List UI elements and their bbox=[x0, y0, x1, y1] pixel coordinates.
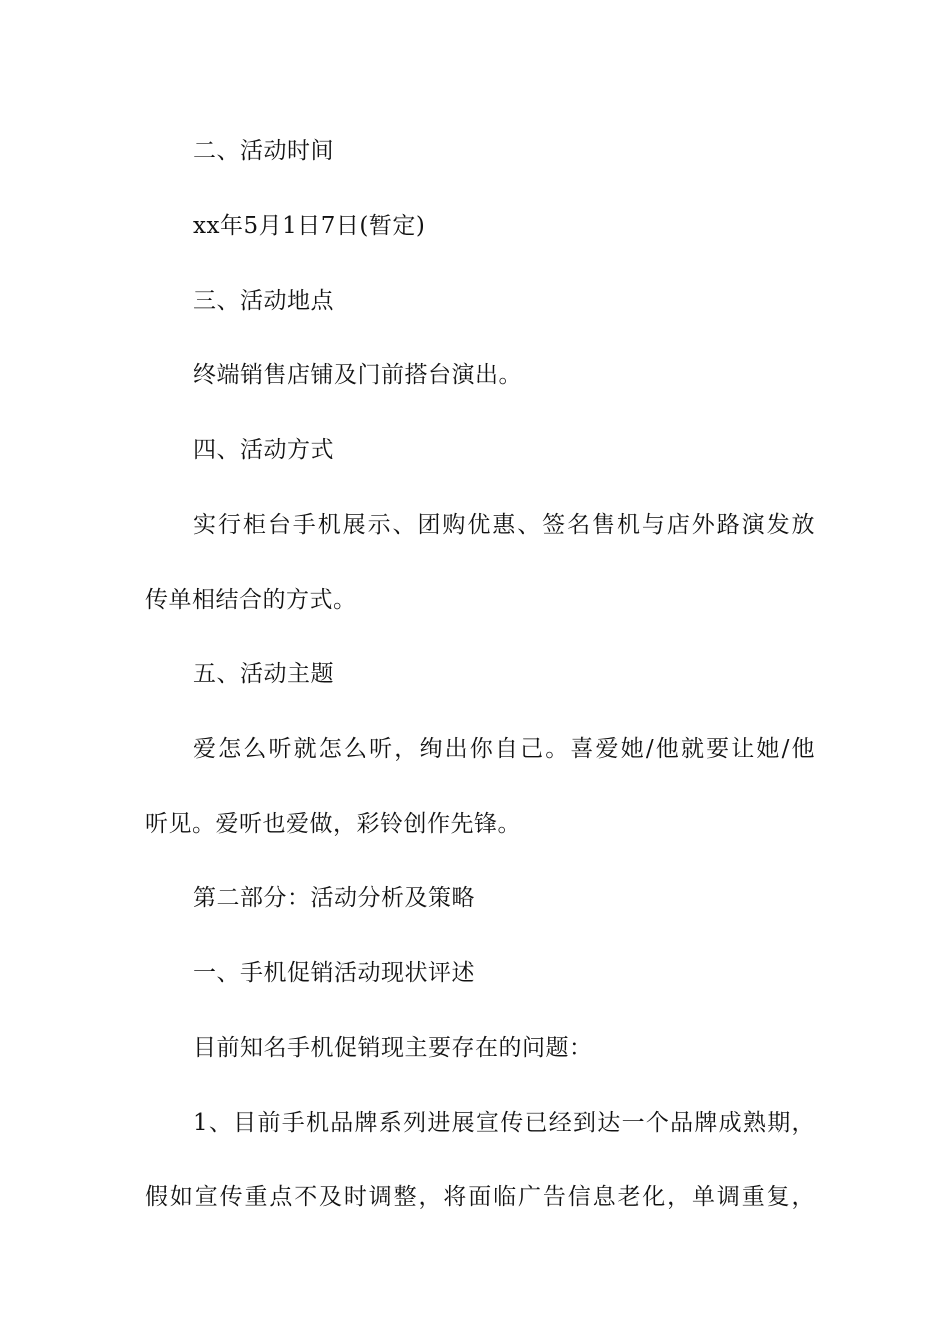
paragraph-problem-1-line-2: 假如宣传重点不及时调整，将面临广告信息老化，单调重复， bbox=[145, 1184, 815, 1210]
paragraph-activity-theme-line-1: 爱怎么听就怎么听，绚出你自己。喜爱她/他就要让她/他 bbox=[193, 736, 815, 762]
paragraph-problem-1-line-1: 1、目前手机品牌系列进展宣传已经到达一个品牌成熟期， bbox=[193, 1110, 815, 1136]
paragraph-activity-location: 终端销售店铺及门前搭台演出。 bbox=[193, 362, 522, 388]
paragraph-activity-method-line-1: 实行柜台手机展示、团购优惠、签名售机与店外路演发放 bbox=[193, 512, 815, 538]
heading-activity-time: 二、活动时间 bbox=[193, 138, 334, 164]
paragraph-activity-theme-line-2: 听见。爱听也爱做，彩铃创作先锋。 bbox=[145, 811, 521, 837]
paragraph-activity-date: xx年5月1日7日(暂定) bbox=[193, 213, 426, 239]
heading-part-two: 第二部分：活动分析及策略 bbox=[193, 885, 475, 911]
heading-activity-location: 三、活动地点 bbox=[193, 288, 334, 314]
heading-current-status: 一、手机促销活动现状评述 bbox=[193, 960, 475, 986]
paragraph-activity-method-line-2: 传单相结合的方式。 bbox=[145, 587, 357, 613]
heading-activity-theme: 五、活动主题 bbox=[193, 661, 334, 687]
heading-activity-method: 四、活动方式 bbox=[193, 437, 334, 463]
paragraph-problems-intro: 目前知名手机促销现主要存在的问题： bbox=[193, 1035, 593, 1061]
